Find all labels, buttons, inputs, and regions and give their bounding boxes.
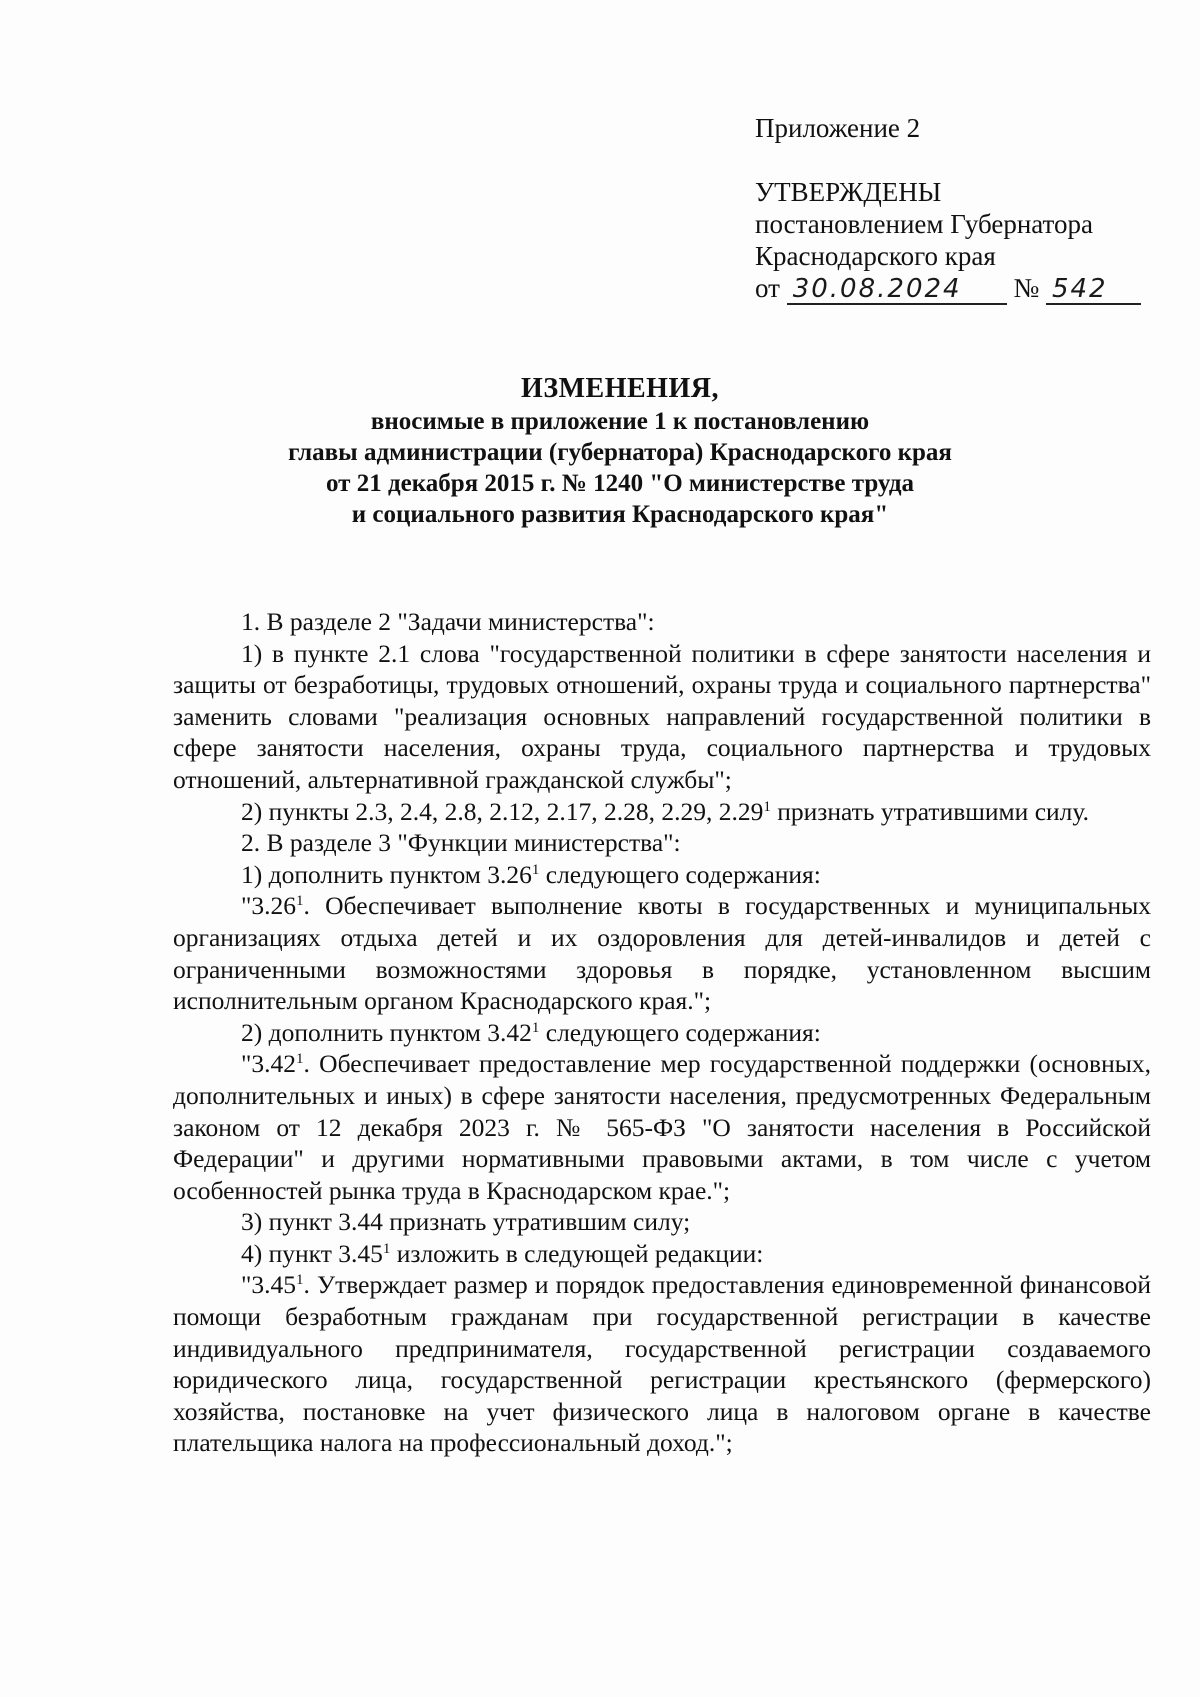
text-span: . Обеспечивает выполнение квоты в государственных и муниципальных организациях отдыха детей и их оздоровления для детей-инвалидов и детей с ограниченными возможностями здоровья в порядке, установленном высшим исполнительным органом Краснодарского края."; xyxy=(173,891,1151,1016)
text-span: "3.45 xyxy=(241,1270,297,1300)
approved-label: УТВЕРЖДЕНЫ xyxy=(755,177,942,207)
superscript: 1 xyxy=(296,1272,304,1289)
text-span: . Обеспечивает предоставление мер государственной поддержки (основных, дополнительных и иных) в сфере занятости населения, предусмотренных Федеральным законом от 12 декабря 2023 г. № 565-ФЗ "О занятости населения в Российской Федерации" и другими нормативными правовыми актами, в том числе с учетом особенностей рынка труда в Краснодарском крае."; xyxy=(173,1049,1151,1205)
text-span: 2) пункты 2.3, 2.4, 2.8, 2.12, 2.17, 2.28, 2.29, 2.29 xyxy=(241,796,764,826)
paragraph-2-3: 3) пункт 3.44 признать утратившим силу; xyxy=(241,1207,691,1237)
title-line-2: главы администрации (губернатора) Краснодарского края xyxy=(288,439,952,466)
text-span: 2) дополнить пунктом 3.42 xyxy=(241,1017,532,1047)
text-span: "3.42 xyxy=(241,1049,297,1079)
document-title xyxy=(170,372,1070,530)
superscript: 1 xyxy=(296,1051,304,1068)
appendix-label: Приложение 2 xyxy=(755,113,921,143)
title-line-1: вносимые в приложение 1 к постановлению xyxy=(370,408,870,435)
handwritten-date: 30.08.2024 xyxy=(792,274,962,304)
quote-3-45-1 xyxy=(173,1269,1151,1459)
text-span: изложить в следующей редакции: xyxy=(390,1238,764,1268)
spacer xyxy=(755,144,1155,176)
paragraph-2-2 xyxy=(173,1017,1151,1049)
section-1-heading: 1. В разделе 2 "Задачи министерства": xyxy=(241,607,655,636)
text-span: следующего содержания: xyxy=(539,1017,821,1047)
title-line-3: от 21 декабря 2015 г. № 1240 "О министерстве труда xyxy=(326,470,914,497)
paragraph-2-1 xyxy=(173,859,1151,891)
region-label: Краснодарского края xyxy=(755,241,996,271)
approval-block xyxy=(755,112,1155,305)
number-field xyxy=(1046,274,1141,305)
paragraph-1-1: 1) в пункте 2.1 слова "государственной политики в сфере занятости населения и защиты от безработицы, трудовых отношений, охраны труда и социального партнерства" заменить словами "реализация основных направлений государственной политики в сфере занятости населения, охраны труда, социального партнерства и трудовых отношений, альтернативной гражданской службы"; xyxy=(173,638,1151,794)
paragraph-2-4 xyxy=(173,1238,1151,1270)
text-span: 4) пункт 3.45 xyxy=(241,1238,383,1268)
text-span: 1) дополнить пунктом 3.26 xyxy=(241,859,532,889)
superscript: 1 xyxy=(531,861,540,878)
text-span: . Утверждает размер и порядок предоставления единовременной финансовой помощи безработным гражданам при государственной регистрации в качестве индивидуального предпринимателя, государственной регистрации создаваемого юридического лица, государственной регистрации крестьянского (фермерского) хозяйства, постановке на учет физического лица в налоговом органе в качестве плательщика налога на профессиональный доход."; xyxy=(173,1270,1151,1458)
text-span: признать утратившими силу. xyxy=(770,796,1089,826)
quote-3-42-1 xyxy=(173,1048,1151,1206)
document-body xyxy=(173,606,1151,1459)
date-prefix: от xyxy=(755,273,780,303)
text-span: "3.26 xyxy=(241,891,297,921)
section-2-heading: 2. В разделе 3 "Функции министерства": xyxy=(241,828,681,858)
date-number-line xyxy=(755,272,1155,305)
superscript: 1 xyxy=(382,1240,391,1257)
title-main: ИЗМЕНЕНИЯ, xyxy=(521,373,719,404)
superscript: 1 xyxy=(763,798,771,815)
handwritten-number: 542 xyxy=(1051,274,1108,304)
decree-label: постановлением Губернатора xyxy=(755,209,1093,239)
title-line-4: и социального развития Краснодарского края" xyxy=(351,501,889,528)
quote-3-26-1 xyxy=(173,890,1151,1016)
text-span: следующего содержания: xyxy=(539,859,821,889)
superscript: 1 xyxy=(531,1019,540,1036)
superscript: 1 xyxy=(296,893,304,910)
paragraph-1-2 xyxy=(173,796,1151,828)
number-prefix: № xyxy=(1013,273,1040,303)
date-field xyxy=(787,274,1007,305)
